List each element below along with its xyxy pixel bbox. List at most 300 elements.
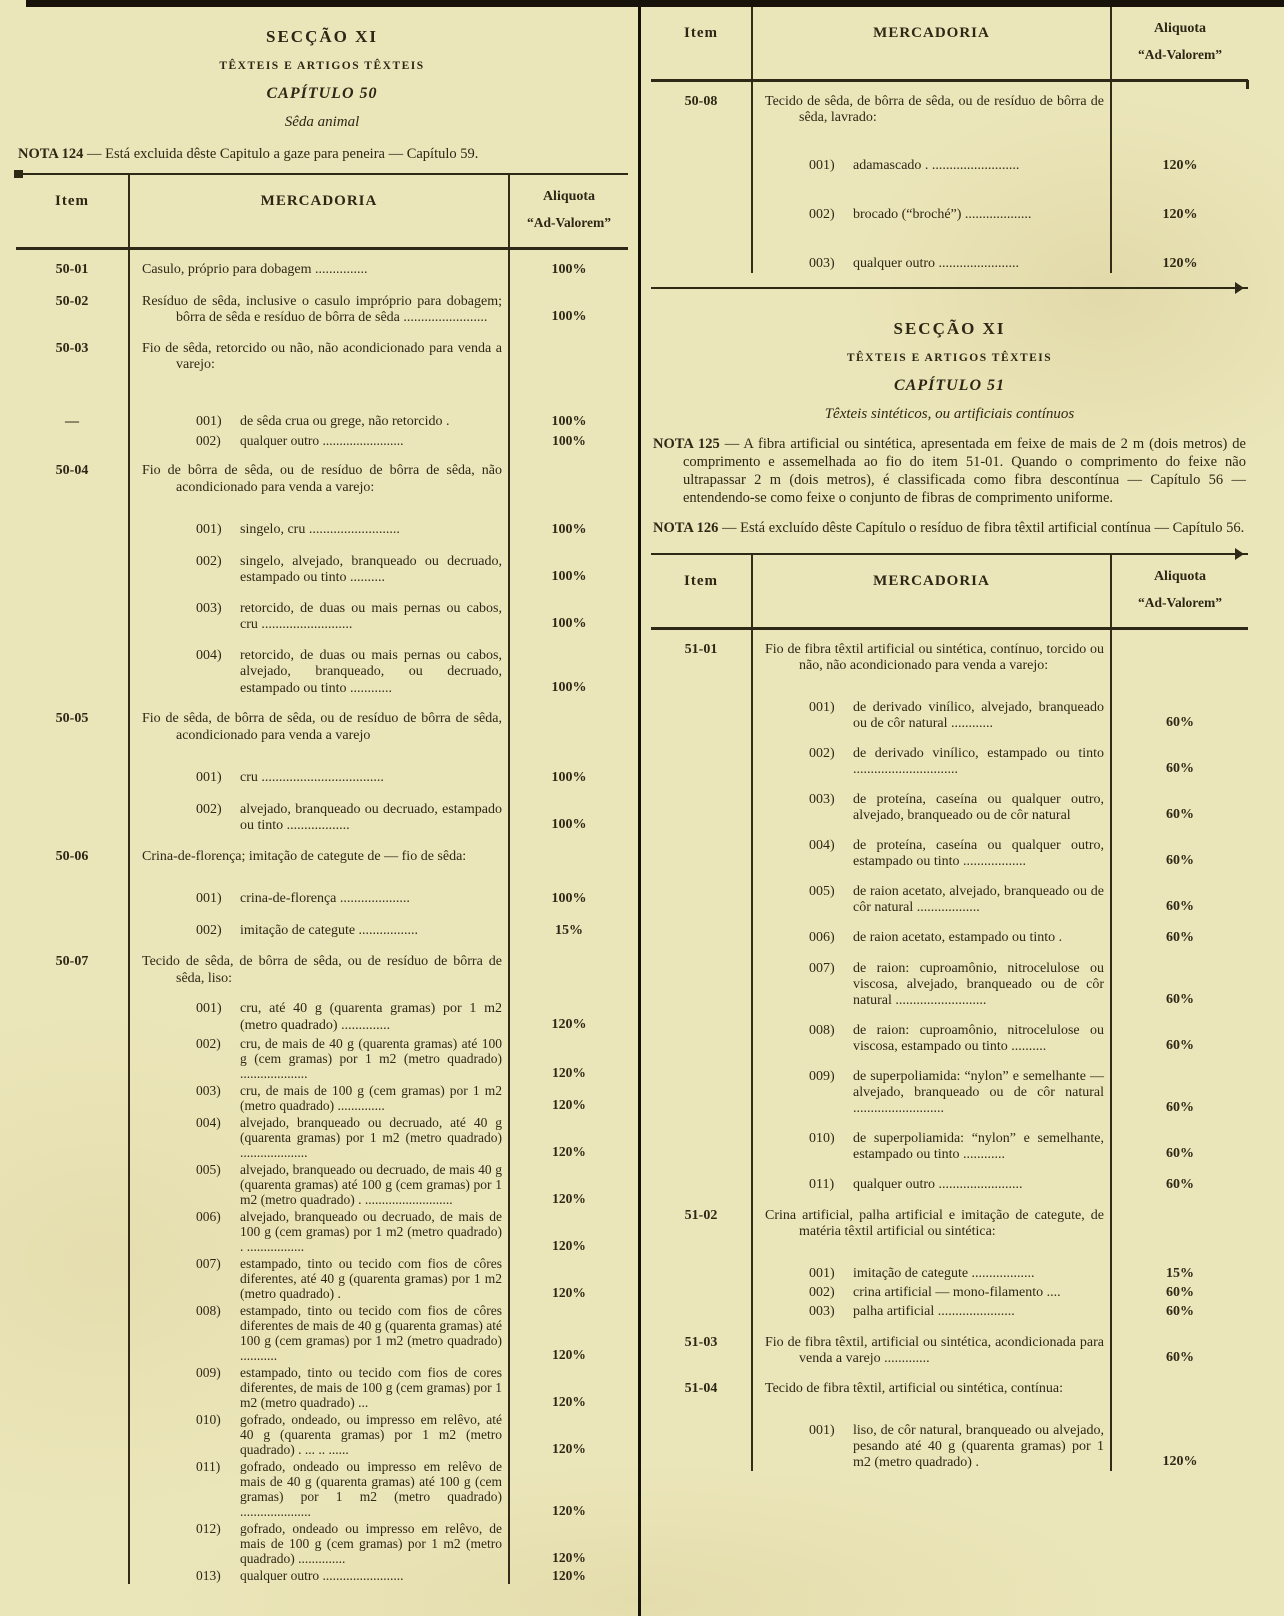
advalorem-rate (508, 1034, 628, 1081)
subitem-row (142, 1303, 502, 1363)
nota-124-text: — Está excluida dêste Capitulo a gaze para peneira — Capítulo 59. (87, 146, 479, 162)
advalorem-rate (508, 327, 628, 374)
subitem-text: cru, de mais de 40 g (quarenta gramas) até 100 g (cem gramas) por 1 m2 (metro quadrado) .................... (240, 1036, 502, 1081)
subitem-row (142, 1365, 502, 1410)
subitem-number: 006) (196, 1209, 221, 1224)
header-item: Item (684, 25, 718, 41)
table-body-ch50 (16, 250, 628, 1584)
item-code (16, 496, 128, 540)
item-text: Crina-de-florença; imitação de categute de — fio de sêda: (142, 848, 467, 864)
merchandise-description (751, 1321, 1110, 1367)
subitem-text: estampado, tinto ou tecido com fios de côres diferentes de mais de 40 g (quarenta gramas) até 100 g (cem gramas) por 1 m2 (metro quadrado) ........... (240, 1303, 502, 1363)
merchandise-description (751, 732, 1110, 778)
merchandise-description (128, 280, 508, 327)
subitem-row (142, 891, 502, 908)
advalorem-rate (508, 1301, 628, 1363)
item-code (651, 732, 751, 778)
advalorem-rate (508, 1081, 628, 1113)
chapter-51-headings (651, 319, 1248, 423)
subitem-row (142, 414, 502, 431)
rate-value: 100% (551, 309, 587, 324)
subitem-row (142, 1521, 502, 1566)
advalorem-rate (508, 540, 628, 587)
advalorem-rate (1110, 824, 1248, 870)
item-code: 50-07 (55, 954, 89, 969)
subitem-number: 003) (809, 1304, 835, 1319)
advalorem-rate (508, 496, 628, 540)
advalorem-rate (1110, 1302, 1248, 1321)
merchandise-description (751, 1283, 1110, 1302)
subitem-number: 002) (196, 801, 222, 817)
item-code (651, 1009, 751, 1055)
subitem-number: 001) (196, 891, 222, 906)
item-text: Fio de sêda, retorcido ou não, não acondicionado para venda a varejo: (142, 340, 502, 372)
merchandise-description (128, 587, 508, 634)
subitem-text: qualquer outro ........................ (240, 1568, 404, 1583)
advalorem-rate (508, 835, 628, 866)
item-code (16, 1254, 128, 1301)
table-top-rule (651, 553, 1248, 555)
subitem-number: 001) (809, 1423, 835, 1438)
advalorem-rate (1110, 1283, 1248, 1302)
subitem-text: de proteína, caseína ou qualquer outro, alvejado, branqueado ou de côr natural (853, 792, 1104, 823)
rate-value: 60% (1166, 1350, 1194, 1365)
table-header-rule (16, 247, 628, 250)
advalorem-rate (1110, 175, 1248, 224)
section-subheading: TÊXTEIS E ARTIGOS TÊXTEIS (219, 60, 425, 72)
subitem-text: de sêda crua ou grege, não retorcido . (240, 413, 450, 429)
subitem-text: qualquer outro ....................... (853, 256, 1020, 271)
merchandise-description (751, 1055, 1110, 1117)
merchandise-description (751, 1240, 1110, 1283)
subitem-text: gofrado, ondeado, ou impresso em relêvo, até 40 g (quarenta gramas) por 1 m2 (metro quadrado) . ... .. ...... (240, 1412, 502, 1457)
item-text: Tecido de sêda, de bôrra de sêda, ou de resíduo de bôrra de sêda, lavrado: (765, 94, 1104, 125)
subitem-number: 003) (809, 256, 835, 271)
advalorem-rate (1110, 870, 1248, 916)
merchandise-description (751, 1397, 1110, 1471)
item-code: 50-06 (55, 848, 89, 864)
subitem-text: de raion acetato, estampado ou tinto . (853, 930, 1063, 945)
rate-value: 100% (551, 817, 587, 832)
advalorem-rate (1110, 82, 1248, 126)
item-text: Fio de bôrra de sêda, ou de resíduo de bôrra de sêda, não acondicionado para venda a varejo: (142, 463, 502, 495)
item-code: — (65, 413, 79, 429)
chapter-heading: CAPÍTULO 51 (894, 377, 1005, 394)
rate-value: 100% (551, 891, 587, 906)
header-aliquota (508, 175, 628, 247)
subitem-text: gofrado, ondeado ou impresso em relêvo, de mais de 100 g (cem gramas) por 1 m2 (metro quadrado) .............. (240, 1521, 502, 1566)
table-body-ch51 (651, 630, 1248, 1471)
advalorem-rate (508, 374, 628, 432)
rate-value: 60% (1166, 930, 1194, 945)
subitem-row (765, 700, 1104, 732)
subitem-text: de derivado vinílico, estampado ou tinto .............................. (853, 746, 1104, 777)
subitem-row (142, 648, 502, 698)
merchandise-description (128, 1081, 508, 1113)
advalorem-rate (1110, 732, 1248, 778)
nota-126 (653, 519, 1246, 537)
subitem-number: 001) (196, 770, 222, 785)
subitem-number: 011) (196, 1459, 221, 1474)
rate-value: 100% (551, 616, 587, 631)
subitem-text: crina-de-florença .................... (240, 891, 410, 906)
chapter-50-headings (16, 27, 628, 131)
rate-value: 100% (551, 262, 587, 277)
nota-125 (653, 435, 1246, 507)
subitem-number: 001) (196, 1001, 222, 1016)
subitem-number: 002) (196, 553, 222, 569)
merchandise-description (128, 540, 508, 587)
subitem-text: alvejado, branqueado ou decruado, estampado ou tinto .................. (240, 801, 502, 833)
item-code (651, 916, 751, 947)
table-header (651, 555, 1248, 627)
subitem-text: alvejado, branqueado ou decruado, de mais 40 g (quarenta gramas) até 100 g (cem gramas) por 1 m2 (metro quadrado) . .......................... (240, 1162, 502, 1207)
advalorem-rate (1110, 630, 1248, 674)
advalorem-rate (508, 1207, 628, 1254)
merchandise-description (128, 987, 508, 1034)
item-text: Casulo, próprio para dobagem ............... (142, 262, 368, 277)
subitem-text: cru, de mais de 100 g (cem gramas) por 1 m2 (metro quadrado) .............. (240, 1083, 502, 1113)
item-code (651, 1117, 751, 1163)
advalorem-rate (1110, 1055, 1248, 1117)
rate-value: 60% (1166, 992, 1194, 1007)
advalorem-rate (508, 697, 628, 744)
subitem-text: gofrado, ondeado ou impresso em relêvo de mais de 40 g (quarenta gramas) até 100 g (cem gramas) por 1 m2 (metro quadrado) ..................... (240, 1459, 502, 1519)
subitem-number: 002) (809, 746, 835, 761)
tariff-table-ch51 (651, 553, 1248, 1471)
table-header (651, 7, 1248, 79)
nota-125-label: NOTA 125 (653, 436, 720, 452)
subitem-number: 003) (196, 1083, 221, 1098)
item-code (16, 431, 128, 449)
merchandise-description (751, 947, 1110, 1009)
item-text: Tecido de sêda, de bôrra de sêda, ou de resíduo de bôrra de sêda, liso: (142, 954, 502, 986)
rate-value: 60% (1166, 1304, 1194, 1319)
header-mercadoria: MERCADORIA (751, 555, 1110, 627)
subitem-number: 009) (196, 1365, 221, 1380)
subitem-row (142, 1412, 502, 1457)
item-code (651, 175, 751, 224)
subitem-row (142, 522, 502, 539)
subitem-row (142, 601, 502, 634)
item-code (16, 987, 128, 1034)
chapter-heading: CAPÍTULO 50 (266, 85, 378, 102)
subitem-number: 001) (809, 1266, 835, 1281)
item-code (651, 778, 751, 824)
merchandise-description (128, 1160, 508, 1207)
subitem-number: 002) (196, 433, 221, 448)
header-aliquota-line2: “Ad-Valorem” (1138, 595, 1222, 610)
merchandise-description (751, 778, 1110, 824)
item-code (651, 1302, 751, 1321)
subitem-row (765, 158, 1104, 174)
header-item: Item (55, 193, 89, 209)
item-code (16, 1519, 128, 1566)
rate-value: 100% (551, 679, 587, 695)
advalorem-rate (1110, 1397, 1248, 1471)
rate-value: 60% (1166, 1285, 1194, 1300)
subitem-row (765, 256, 1104, 272)
rate-value: 120% (552, 1550, 586, 1565)
subitem-row (765, 1266, 1104, 1282)
item-code (16, 788, 128, 835)
item-code (16, 744, 128, 788)
item-code (16, 1160, 128, 1207)
subitem-number: 002) (196, 1036, 221, 1051)
item-code (651, 947, 751, 1009)
rate-value: 120% (551, 1016, 587, 1032)
item-code (16, 1457, 128, 1519)
header-aliquota (1110, 555, 1248, 627)
subitem-row (142, 1036, 502, 1081)
advalorem-rate (508, 250, 628, 280)
merchandise-description (751, 126, 1110, 175)
advalorem-rate (508, 1457, 628, 1519)
merchandise-description (128, 634, 508, 698)
subitem-number: 003) (809, 792, 835, 807)
merchandise-description (751, 82, 1110, 126)
subitem-row (142, 1001, 502, 1034)
item-code (651, 224, 751, 273)
subitem-text: de proteína, caseína ou qualquer outro, estampado ou tinto .................. (853, 838, 1104, 869)
item-text: Fio de fibra têxtil, artificial ou sintética, acondicionada para venda a varejo ............. (765, 1335, 1104, 1366)
advalorem-rate (508, 431, 628, 449)
merchandise-description (128, 865, 508, 909)
merchandise-description (128, 496, 508, 540)
merchandise-description (128, 1519, 508, 1566)
rate-value: 15% (1166, 1266, 1194, 1281)
subitem-row (765, 1069, 1104, 1117)
item-code (16, 587, 128, 634)
item-code: 51-01 (684, 642, 718, 657)
merchandise-description (128, 431, 508, 449)
subitem-row (142, 554, 502, 587)
merchandise-description (751, 1163, 1110, 1194)
item-code: 50-03 (55, 340, 89, 356)
item-code: 50-04 (55, 463, 89, 478)
subitem-row (142, 1568, 502, 1583)
advalorem-rate (1110, 1117, 1248, 1163)
item-code: 50-02 (55, 293, 89, 309)
nota-126-label: NOTA 126 (653, 520, 719, 536)
nota-126-text: — Está excluído dêste Capítulo o resíduo de fibra têxtil artificial contínua — Capítulo 56. (722, 520, 1245, 536)
advalorem-rate (1110, 778, 1248, 824)
subitem-row (765, 746, 1104, 778)
section-heading: SECÇÃO XI (266, 27, 378, 46)
merchandise-description (128, 788, 508, 835)
chapter-title: Sêda animal (284, 114, 360, 130)
advalorem-rate (508, 940, 628, 987)
advalorem-rate (508, 1519, 628, 1566)
advalorem-rate (1110, 1163, 1248, 1194)
item-code (651, 870, 751, 916)
item-code (651, 674, 751, 732)
rate-value: 120% (1162, 256, 1198, 271)
page-top-rule (26, 0, 1284, 7)
advalorem-rate (1110, 947, 1248, 1009)
subitem-number: 003) (196, 600, 222, 616)
header-aliquota-line1: Aliquota (542, 189, 596, 204)
subitem-row (765, 930, 1104, 946)
advalorem-rate (508, 744, 628, 788)
item-code (651, 1163, 751, 1194)
item-code (16, 1301, 128, 1363)
subitem-row (142, 770, 502, 787)
item-code: 51-02 (684, 1208, 718, 1223)
subitem-text: qualquer outro ........................ (240, 433, 404, 448)
rate-value: 120% (552, 1144, 586, 1159)
subitem-number: 013) (196, 1568, 221, 1583)
merchandise-description (128, 744, 508, 788)
subitem-text: de superpoliamida: “nylon” e semelhante — alvejado, branqueado ou de côr natural .......................... (853, 1069, 1104, 1116)
item-code (16, 865, 128, 909)
chapter-title: Têxteis sintéticos, ou artificiais contínuos (824, 406, 1075, 422)
advalorem-rate (1110, 126, 1248, 175)
subitem-number: 002) (809, 1285, 835, 1300)
rate-value: 100% (551, 413, 587, 429)
subitem-row (142, 433, 502, 448)
rate-value: 60% (1166, 715, 1194, 730)
item-text: Fio de fibra têxtil artificial ou sintética, contínuo, torcido ou não, não acondicionado para venda a varejo: (765, 642, 1104, 673)
advalorem-rate (508, 1160, 628, 1207)
subitem-text: alvejado, branqueado ou decruado, até 40 g (quarenta gramas) por 1 m2 (metro quadrado) .................... (240, 1115, 502, 1160)
subitem-number: 001) (196, 522, 222, 537)
header-mercadoria: MERCADORIA (128, 175, 508, 247)
subitem-number: 012) (196, 1521, 221, 1536)
subitem-text: de raion: cuproamônio, nitrocelulose ou viscosa, estampado ou tinto .......... (853, 1023, 1104, 1054)
subitem-number: 002) (809, 207, 835, 222)
item-code (651, 824, 751, 870)
item-code (16, 1410, 128, 1457)
section-subheading: TÊXTEIS E ARTIGOS TÊXTEIS (846, 352, 1053, 364)
subitem-text: qualquer outro ........................ (853, 1177, 1023, 1192)
merchandise-description (128, 835, 508, 866)
advalorem-rate (1110, 1194, 1248, 1240)
right-column (638, 7, 1284, 1616)
merchandise-description (128, 1566, 508, 1584)
advalorem-rate (508, 788, 628, 835)
table-header (16, 175, 628, 247)
table-header-rule (651, 79, 1248, 82)
subitem-number: 002) (196, 922, 222, 938)
rate-value: 120% (1162, 207, 1198, 222)
subitem-row (765, 961, 1104, 1009)
rate-value: 60% (1166, 807, 1194, 822)
item-code: 50-08 (684, 94, 718, 109)
merchandise-description (128, 1254, 508, 1301)
merchandise-description (751, 870, 1110, 916)
subitem-text: singelo, alvejado, branqueado ou decruado, estampado ou tinto .......... (240, 553, 502, 585)
advalorem-rate (1110, 1009, 1248, 1055)
merchandise-description (128, 1301, 508, 1363)
merchandise-description (128, 1113, 508, 1160)
item-code (16, 1081, 128, 1113)
rate-value: 100% (551, 522, 587, 537)
subitem-number: 011) (809, 1177, 835, 1192)
subitem-text: estampado, tinto ou tecido com fios de cores diferentes, de mais de 100 g (cem gramas) por 1 m2 (metro quadrado) ... (240, 1365, 502, 1410)
rate-value: 120% (552, 1503, 586, 1518)
subitem-text: adamascado . ......................... (853, 158, 1020, 173)
merchandise-description (751, 1194, 1110, 1240)
merchandise-description (751, 630, 1110, 674)
table-bottom-rule (651, 287, 1248, 289)
merchandise-description (128, 697, 508, 744)
rate-value: 120% (552, 1065, 586, 1080)
subitem-text: singelo, cru .......................... (240, 522, 400, 537)
item-code (651, 1283, 751, 1302)
subitem-row (765, 1423, 1104, 1471)
subitem-number: 005) (196, 1162, 221, 1177)
item-text: Tecido de fibra têxtil, artificial ou sintética, contínua: (765, 1381, 1063, 1396)
item-code: 50-01 (55, 262, 89, 277)
merchandise-description (751, 1367, 1110, 1397)
advalorem-rate (1110, 224, 1248, 273)
subitem-text: imitação de categute ................. (240, 922, 419, 938)
rate-value: 120% (552, 1568, 586, 1583)
rate-value: 100% (552, 433, 586, 448)
subitem-row (142, 1083, 502, 1113)
advalorem-rate (1110, 1321, 1248, 1367)
item-code (651, 1240, 751, 1283)
merchandise-description (128, 1207, 508, 1254)
advalorem-rate (508, 587, 628, 634)
subitem-text: retorcido, de duas ou mais pernas ou cabos, alvejado, branqueado, ou decruado, estampado ou tinto ............ (240, 647, 502, 696)
merchandise-description (751, 224, 1110, 273)
subitem-row (765, 792, 1104, 824)
advalorem-rate (508, 1566, 628, 1584)
item-code: 50-05 (55, 711, 89, 726)
subitem-number: 008) (809, 1023, 835, 1038)
item-code (16, 1566, 128, 1584)
rate-value: 60% (1166, 1177, 1194, 1192)
subitem-number: 004) (196, 647, 222, 663)
rate-value: 15% (555, 922, 583, 938)
merchandise-description (128, 1034, 508, 1081)
subitem-text: retorcido, de duas ou mais pernas ou cabos, cru .......................... (240, 600, 502, 632)
header-aliquota-line2: “Ad-Valorem” (1138, 47, 1222, 62)
table-header-rule (651, 627, 1248, 630)
advalorem-rate (1110, 1240, 1248, 1283)
item-code (16, 1113, 128, 1160)
subitem-number: 001) (809, 158, 835, 173)
subitem-number: 008) (196, 1303, 221, 1318)
subitem-row (765, 1177, 1104, 1193)
item-text: Crina artificial, palha artificial e imitação de categute, de matéria têxtil artificial ou sintética: (765, 1208, 1104, 1239)
subitem-row (142, 1162, 502, 1207)
item-code (651, 1055, 751, 1117)
subitem-text: cru, até 40 g (quarenta gramas) por 1 m2 (metro quadrado) .............. (240, 1001, 502, 1033)
subitem-row (142, 1115, 502, 1160)
rate-value: 100% (551, 770, 587, 785)
header-aliquota-line2: “Ad-Valorem” (527, 215, 611, 230)
subitem-text: brocado (“broché”) ................... (853, 207, 1032, 222)
item-code (651, 1397, 751, 1471)
item-text: Fio de sêda, de bôrra de sêda, ou de resíduo de bôrra de sêda, acondicionado para venda a varejo (142, 711, 502, 743)
merchandise-description (128, 909, 508, 941)
subitem-row (765, 884, 1104, 916)
item-code (16, 634, 128, 698)
merchandise-description (128, 374, 508, 432)
table-body-5008 (651, 82, 1248, 287)
subitem-text: alvejado, branqueado ou decruado, de mais de 100 g (cem gramas) por 1 m2 (metro quadrado) . ................. (240, 1209, 502, 1254)
section-heading: SECÇÃO XI (893, 319, 1006, 338)
subitem-text: estampado, tinto ou tecido com fios de côres diferentes, até 40 g (quarenta gramas) por 1 m2 (metro quadrado) . (240, 1256, 502, 1301)
rate-value: 120% (1162, 1454, 1198, 1469)
rate-value: 60% (1166, 1100, 1194, 1115)
subitem-number: 006) (809, 930, 835, 945)
subitem-text: imitação de categute .................. (853, 1266, 1035, 1281)
subitem-number: 001) (809, 700, 835, 715)
